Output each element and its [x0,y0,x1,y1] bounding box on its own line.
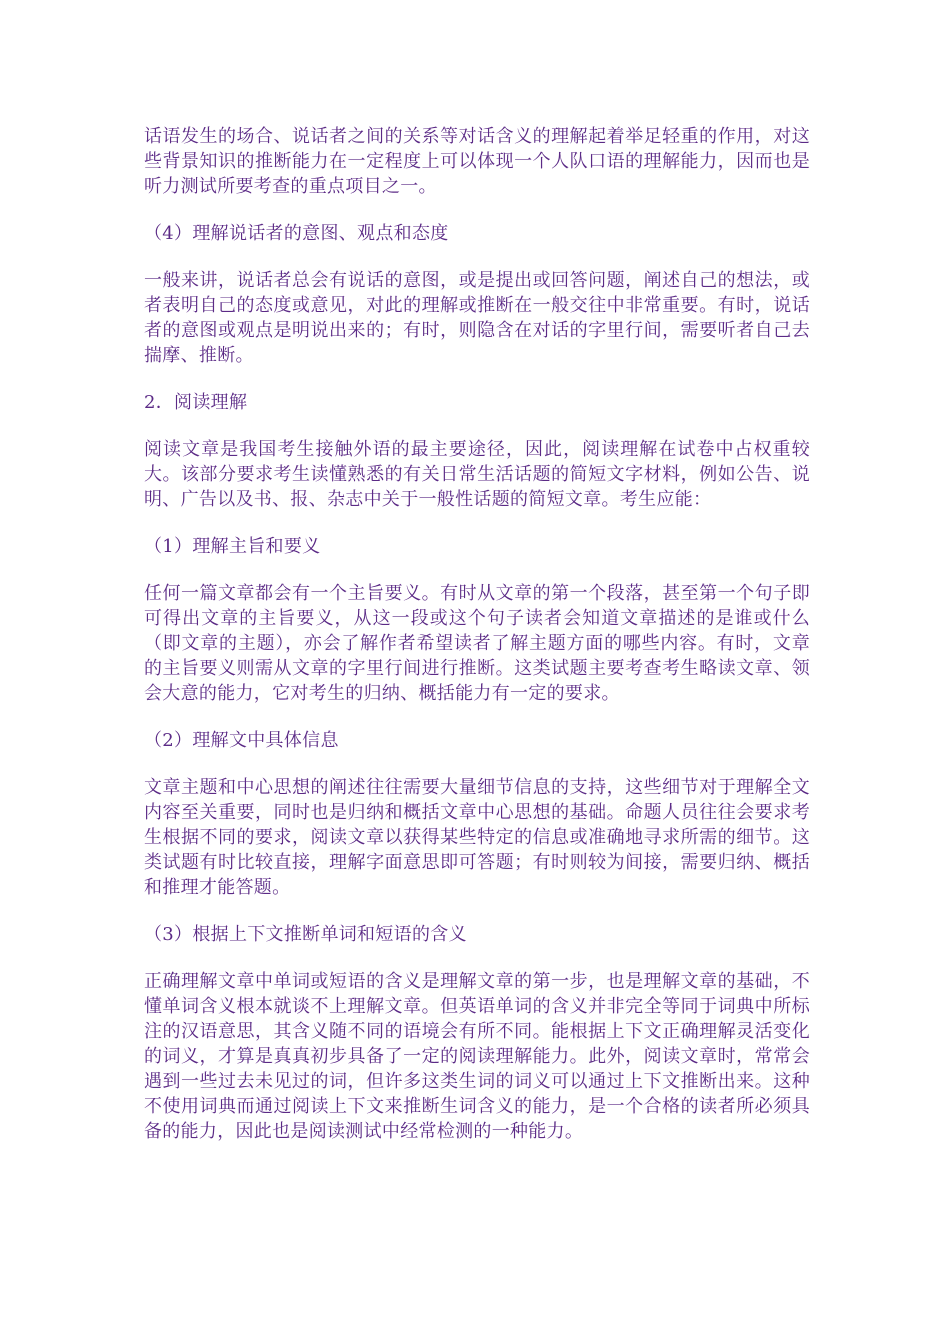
document-body [144,124,810,1166]
heading-main-idea: （1）理解主旨和要义 [144,536,321,557]
paragraph-word-meaning: 正确理解文章中单词或短语的含义是理解文章的第一步，也是理解文章的基础，不懂单词含义根本就谈不上理解文章。但英语单词的含义并非完全等同于词典中所标注的汉语意思，其含义随不同的语境会有所不同。能根据上下文正确理解灵活变化的词义，才算是真真初步具备了一定的阅读理解能力。此外，阅读文章时，常常会遇到一些过去未见过的词，但许多这类生词的词义可以通过上下文推断出来。这种不使用词典而通过阅读上下文来推断生词含义的能力，是一个合格的读者所必须具备的能力，因此也是阅读测试中经常检测的一种能力。 [144,971,810,1142]
paragraph-main-idea: 任何一篇文章都会有一个主旨要义。有时从文章的第一个段落，甚至第一个句子即可得出文章的主旨要义，从这一段或这个句子读者会知道文章描述的是谁或什么（即文章的主题），亦会了解作者希望读者了解主题方面的哪些内容。有时，文章的主旨要义则需从文章的字里行间进行推断。这类试题主要考查考生略读文章、领会大意的能力，它对考生的归纳、概括能力有一定的要求。 [144,583,810,704]
paragraph-reading-intro: 阅读文章是我国考生接触外语的最主要途径，因此，阅读理解在试卷中占权重较大。该部分要求考生读懂熟悉的有关日常生活话题的简短文字材料，例如公告、说明、广告以及书、报、杂志中关于一般性话题的简短文章。考生应能： [144,439,810,510]
paragraph-context-inference: 话语发生的场合、说话者之间的关系等对话含义的理解起着举足轻重的作用，对这些背景知识的推断能力在一定程度上可以体现一个人队口语的理解能力，因而也是听力测试所要考查的重点项目之一。 [144,126,810,197]
heading-reading-comprehension: 2．阅读理解 [144,392,248,413]
heading-specific-info: （2）理解文中具体信息 [144,730,339,751]
paragraph-specific-info: 文章主题和中心思想的阐述往往需要大量细节信息的支持，这些细节对于理解全文内容至关重要，同时也是归纳和概括文章中心思想的基础。命题人员往往会要求考生根据不同的要求，阅读文章以获得某些特定的信息或准确地寻求所需的细节。这类试题有时比较直接，理解字面意思即可答题；有时则较为间接，需要归纳、概括和推理才能答题。 [144,777,810,898]
heading-speaker-intent: （4）理解说话者的意图、观点和态度 [144,223,449,244]
paragraph-speaker-intent: 一般来讲，说话者总会有说话的意图，或是提出或回答问题，阐述自己的想法，或者表明自己的态度或意见，对此的理解或推断在一般交往中非常重要。有时，说话者的意图或观点是明说出来的；有时，则隐含在对话的字里行间，需要听者自己去揣摩、推断。 [144,270,810,366]
heading-word-meaning: （3）根据上下文推断单词和短语的含义 [144,924,467,945]
